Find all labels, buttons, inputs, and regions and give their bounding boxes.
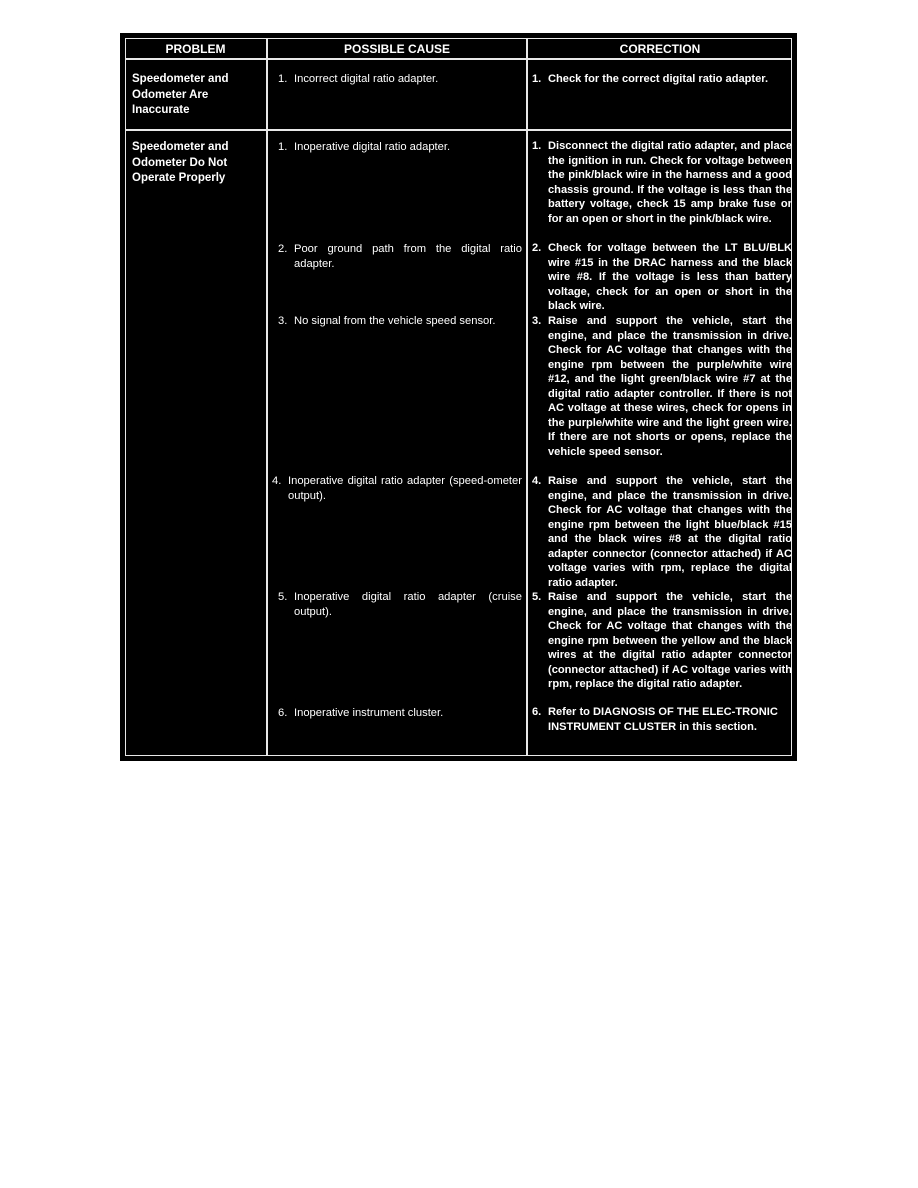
correction-item [532, 705, 792, 734]
header-correction: CORRECTION [619, 42, 701, 56]
cause-text: Inoperative digital ratio adapter. [294, 141, 451, 153]
cause-item [278, 706, 522, 721]
cause-item [278, 242, 522, 272]
cause-item [278, 590, 522, 620]
problem-label: Speedometer and Odometer Do Not Operate Properly [132, 141, 229, 184]
item-number: 6. [278, 707, 288, 719]
cause-text: Inoperative digital ratio adapter (speed-ometer output). [288, 475, 522, 502]
cause-text: Inoperative digital ratio adapter (cruise output). [294, 591, 522, 618]
correction-item [532, 590, 792, 692]
row-divider [125, 129, 792, 131]
item-number: 5. [532, 591, 542, 603]
cause-text: Poor ground path from the digital ratio adapter. [294, 243, 522, 270]
item-number: 5. [278, 591, 288, 603]
item-number: 1. [532, 73, 542, 85]
cause-item [272, 474, 522, 504]
correction-text: Check for the correct digital ratio adapter. [548, 73, 769, 85]
item-number: 4. [532, 475, 542, 487]
item-number: 2. [532, 242, 542, 254]
item-number: 2. [278, 243, 288, 255]
header-possible-cause: POSSIBLE CAUSE [343, 42, 451, 56]
correction-item [532, 72, 792, 87]
correction-item [532, 474, 792, 590]
column-divider [526, 38, 528, 756]
correction-text: Check for voltage between the LT BLU/BLK wire #15 in the DRAC harness and the black wire #8. If the voltage is less than battery voltage, check for an open or short in the black wire. [548, 242, 792, 312]
row-divider [125, 58, 792, 60]
correction-item [532, 314, 792, 459]
cause-text: Inoperative instrument cluster. [294, 707, 444, 719]
correction-text: Disconnect the digital ratio adapter, and place the ignition in run. Check for voltage between the pink/black wire in the harness and a good chassis ground. If the voltage is less than the battery voltage, check 15 amp brake fuse or for an open or short in the pink/black wire. [548, 140, 792, 225]
problem-label: Speedometer and Odometer Are Inaccurate [132, 73, 229, 116]
item-number: 1. [278, 141, 288, 153]
header-problem: PROBLEM [165, 42, 226, 56]
item-number: 3. [532, 315, 542, 327]
diagnosis-table [120, 33, 797, 761]
cause-item [278, 140, 522, 155]
cause-item [278, 314, 522, 329]
item-number: 3. [278, 315, 288, 327]
item-number: 1. [532, 140, 542, 152]
correction-text: Raise and support the vehicle, start the engine, and place the transmission in drive. Check for AC voltage that changes with the engine rpm between the purple/white wire #12, and the light green/black wire #7 at the digital ratio adapter controller. If there is not AC voltage at these wires, check for opens in the purple/white wire and the light green wire. If there are not shorts or opens, replace the vehicle speed sensor. [548, 315, 792, 458]
item-number: 6. [532, 706, 542, 718]
correction-item [532, 241, 792, 314]
item-number: 1. [278, 73, 288, 85]
correction-text: Raise and support the vehicle, start the engine, and place the transmission in drive. Check for AC voltage that changes with the engine rpm between the light blue/black #15 and the black wires #8 at the digital ratio adapter connector (connector attached) if AC voltage varies with rpm, replace the digital ratio adapter. [548, 475, 792, 589]
correction-item [532, 139, 792, 226]
cause-text: No signal from the vehicle speed sensor. [294, 315, 496, 327]
cause-text: Incorrect digital ratio adapter. [294, 73, 439, 85]
column-divider [266, 38, 268, 756]
cause-item [278, 72, 518, 87]
item-number: 4. [272, 475, 282, 487]
correction-text: Raise and support the vehicle, start the engine, and place the transmission in drive. Check for AC voltage that changes with the engine rpm between the yellow and the black wires at the digital ratio adapter connector (connector attached) if AC voltage varies with rpm, replace the digital ratio adapter. [548, 591, 792, 690]
correction-text: Refer to DIAGNOSIS OF THE ELEC-TRONIC INSTRUMENT CLUSTER in this section. [548, 706, 778, 733]
